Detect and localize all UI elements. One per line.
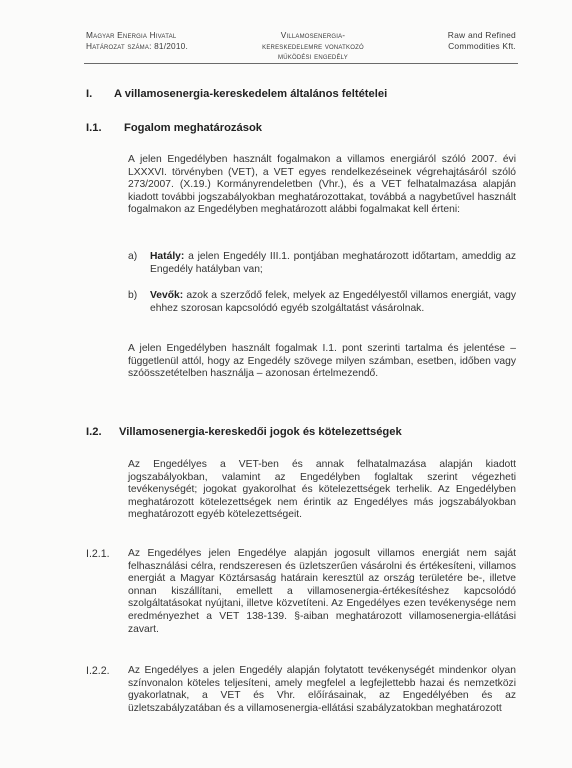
paragraph-1-2-2: Az Engedélyes a jelen Engedély alapján folytatott tevékenységét mindenkor olyan színvonalon köteles teljesíteni, amely megfelel a legfejlettebb hazai és nemzetközi gyakorlatnak, a VET és Vhr. előírásainak, az Engedélyében és az üzletszabályzatában és a villamosenergia-ellátási szabályzatokban meghatározott: [128, 665, 516, 714]
header-licensee-line-2: Commodities Kft.: [448, 40, 516, 51]
header-doctype-line-1: Villamosenergia-: [280, 30, 346, 40]
header-issuer: [86, 30, 188, 51]
header-doctype-line-3: működési engedély: [278, 51, 348, 61]
header-document-type: [228, 30, 398, 62]
header-decision-number: Határozat száma: 81/2010.: [86, 40, 188, 51]
paragraph-1-2-2-number: I.2.2.: [86, 665, 110, 677]
definition-a-label: a): [128, 251, 138, 262]
paragraph-1-2-1-number: I.2.1.: [86, 548, 110, 560]
definitions-outro: A jelen Engedélyben használt fogalmak I.1. pont szerinti tartalma és jelentése – függetlenül attól, hogy az Engedély szövege milyen számban, esetben, időben vagy szóösszetételben használja – azonosan értelmezendő.: [128, 343, 516, 380]
definition-a-text: a jelen Engedély III.1. pontjában meghatározott időtartam, ameddig az Engedély hatályban van;: [150, 251, 516, 275]
definition-b: [150, 290, 516, 315]
subsection-1-2-title: Villamosenergia-kereskedői jogok és kötelezettségek: [119, 426, 402, 438]
header-issuer-name: Magyar Energia Hivatal: [86, 30, 177, 40]
section-title: A villamosenergia-kereskedelem általános feltételei: [114, 88, 388, 100]
header-doctype-line-2: kereskedelemre vonatkozó: [262, 40, 364, 51]
definition-b-text: azok a szerződő felek, melyek az Engedélyestől villamos energiát, vagy ehhez szorosan kapcsolódó egyéb szolgáltatást vásárolnak.: [150, 290, 516, 314]
subsection-1-1-title: Fogalom meghatározások: [124, 122, 263, 134]
definition-b-term: Vevők:: [150, 290, 184, 301]
definition-a-term: Hatály:: [150, 251, 185, 262]
definitions-intro: A jelen Engedélyben használt fogalmakon a villamos energiáról szóló 2007. évi LXXXVI. törvényben (VET), a VET egyes rendelkezéseinek végrehajtásáról szóló 273/2007. (X.19.) Kormányrendeletben (Vhr.), és a VET felhatalmazása alapján kiadott további jogszabályokban meghatározottakat, továbbá a nagybetűvel használt fogalmakon az Engedélyben meghatározott alábbi fogalmakat kell érteni:: [128, 154, 516, 216]
header-divider: [84, 63, 518, 64]
subsection-1-1-number: I.1.: [86, 122, 102, 134]
paragraph-1-2-1: Az Engedélyes jelen Engedélye alapján jogosult villamos energiát nem saját felhasználási célra, rendszeresen és üzletszerűen vásárolni és értékesíteni, villamos energiát a Magyar Köztársaság határain keresztül az ország területére be-, illetve onnan kiszállítani, emellett a villamosenergia-értékesítéshez kapcsolódó szolgáltatásokat nyújtani, illetve közvetíteni. Az Engedélyes ezen tevékenysége nem eredményezhet a VET 138-139. §-aiban meghatározott villamosenergia-ellátási zavart.: [128, 548, 516, 635]
section-number: I.: [86, 88, 93, 100]
definition-a: [150, 251, 516, 276]
header-licensee: [420, 30, 516, 51]
header-licensee-line-1: Raw and Refined: [447, 30, 516, 40]
definition-b-label: b): [128, 290, 138, 301]
subsection-1-2-number: I.2.: [86, 426, 102, 438]
rights-intro: Az Engedélyes a VET-ben és annak felhatalmazása alapján kiadott jogszabályokban, valamint az Engedélyben foglaltak szerint végezheti tevékenységét; jogokat gyakorolhat és kötelezettségek terhelik. Az Engedélyben meghatározott kötelezettségek nem érintik az Engedélyes más jogszabályokban meghatározott egyéb kötelezettségeit.: [128, 459, 516, 521]
